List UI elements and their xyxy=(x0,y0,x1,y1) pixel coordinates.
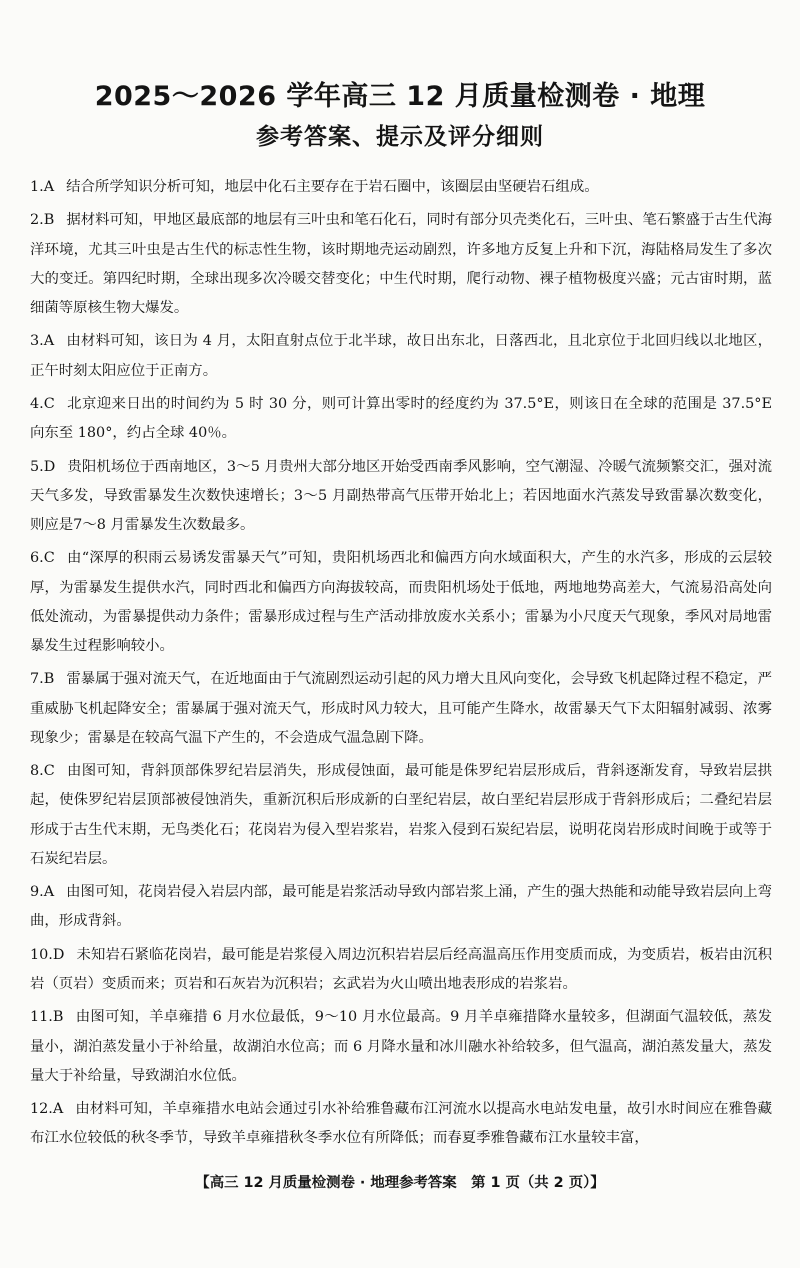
question-number: 12. xyxy=(30,1101,53,1118)
explanation-text: 未知岩石紧临花岗岩，最可能是岩浆侵入周边沉积岩岩层后经高温高压作用变质而成，为变质岩，板岩由沉积岩（页岩）变质而来；页岩和石灰岩为沉积岩；玄武岩为火山喷出地表形成的岩浆岩。 xyxy=(30,946,772,992)
question-number: 6. xyxy=(30,550,44,567)
question-number: 9. xyxy=(30,884,44,901)
question-number: 7. xyxy=(30,671,44,688)
question-number: 10. xyxy=(30,946,53,963)
answer-letter: A xyxy=(52,1101,64,1118)
question-number: 1. xyxy=(30,179,44,195)
question-number: 2. xyxy=(30,212,44,229)
answer-letter: A xyxy=(43,333,55,350)
question-number: 8. xyxy=(30,763,44,780)
answer-letter: C xyxy=(43,763,55,780)
answer-letter: C xyxy=(43,550,55,567)
answer-item-12 xyxy=(30,1095,772,1153)
explanation-text: 贵阳机场位于西南地区，3～5 月贵州大部分地区开始受西南季风影响，空气潮湿、冷暖气流频繁交汇，强对流天气多发，导致雷暴发生次数快速增长；3～5 月副热带高气压带开始北上；若因地面水汽蒸发导致雷暴次数变化，则应是7～8 月雷暴发生次数最多。 xyxy=(30,458,772,533)
explanation-text: 结合所学知识分析可知，地层中化石主要存在于岩石圈中，该圈层由坚硬岩石组成。 xyxy=(66,179,599,195)
question-number: 4. xyxy=(30,395,44,412)
explanation-text: 由图可知，羊卓雍措 6 月水位最低，9～10 月水位最高。9 月羊卓雍措降水量较多，但湖面气温较低，蒸发量小，湖泊蒸发量小于补给量，故湖泊水位高；而 6 月降水量和冰川融水补给较多，但气温高，湖泊蒸发量大，蒸发量大于补给量，导致湖泊水位低。 xyxy=(30,1009,772,1084)
explanation-text: 由图可知，花岗岩侵入岩层内部，最可能是岩浆活动导致内部岩浆上涌，产生的强大热能和动能导致岩层向上弯曲，形成背斜。 xyxy=(30,884,772,930)
document-title: 2025～2026 学年高三 12 月质量检测卷 · 地理 xyxy=(94,81,706,112)
answer-item-3 xyxy=(30,327,772,385)
explanation-text: 据材料可知，甲地区最底部的地层有三叶虫和笔石化石，同时有部分贝壳类化石，三叶虫、笔石繁盛于古生代海洋环境，尤其三叶虫是古生代的标志性生物，该时期地壳运动剧烈，许多地方反复上升和下沉，海陆格局发生了多次大的变迁。第四纪时期，全球出现多次冷暖交替变化；中生代时期，爬行动物、裸子植物极度兴盛；元古宙时期，蓝细菌等原核生物大爆发。 xyxy=(30,212,772,316)
answer-item-8 xyxy=(30,757,772,874)
question-number: 11. xyxy=(30,1009,53,1026)
explanation-text: 由图可知，背斜顶部侏罗纪岩层消失，形成侵蚀面，最可能是侏罗纪岩层形成后，背斜逐渐发育，导致岩层拱起，使侏罗纪岩层顶部被侵蚀消失，重新沉积后形成新的白垩纪岩层，故白垩纪岩层形成于背斜形成后；二叠纪岩层形成于古生代末期，无鸟类化石；花岗岩为侵入型岩浆岩，岩浆入侵到石炭纪岩层，说明花岗岩形成时间晚于或等于石炭纪岩层。 xyxy=(30,763,772,867)
explanation-text: 由材料可知，羊卓雍措水电站会通过引水补给雅鲁藏布江河流水以提高水电站发电量，故引水时间应在雅鲁藏布江水位较低的秋冬季节，导致羊卓雍措秋冬季水位有所降低；而春夏季雅鲁藏布江水量较丰富， xyxy=(30,1101,772,1147)
question-number: 5. xyxy=(30,458,44,475)
answer-item-7 xyxy=(30,665,772,753)
explanation-text: 由材料可知，该日为 4 月，太阳直射点位于北半球，故日出东北，日落西北，且北京位于北回归线以北地区，正午时刻太阳应位于正南方。 xyxy=(30,333,772,379)
answer-letter: B xyxy=(43,671,55,688)
answer-item-10 xyxy=(30,941,772,999)
answer-item-2 xyxy=(30,206,772,323)
document-subtitle: 参考答案、提示及评分细则 xyxy=(256,124,544,150)
answer-item-9 xyxy=(30,878,772,936)
question-number: 3. xyxy=(30,333,44,350)
answer-letter: B xyxy=(43,212,55,229)
answer-letter: A xyxy=(43,884,55,901)
answer-item-1 xyxy=(30,173,772,202)
explanation-text: 雷暴属于强对流天气，在近地面由于气流剧烈运动引起的风力增大且风向变化，会导致飞机起降过程不稳定，严重威胁飞机起降安全；雷暴属于强对流天气，形成时风力较大，且可能产生降水，故雷暴天气下太阳辐射减弱、浓雾现象少；雷暴是在较高气温下产生的，不会造成气温急剧下降。 xyxy=(30,671,772,746)
answer-letter: D xyxy=(52,946,65,963)
answer-item-6 xyxy=(30,544,772,661)
explanation-text: 北京迎来日出的时间约为 5 时 30 分，则可计算出零时的经度约为 37.5°E，则该日在全球的范围是 37.5°E 向东至 180°，约占全球 40％。 xyxy=(30,395,772,442)
answer-letter: A xyxy=(43,179,55,195)
answer-list xyxy=(30,173,772,1158)
page-footer: 【高三 12 月质量检测卷 · 地理参考答案 第 1 页（共 2 页）】 xyxy=(195,1175,605,1191)
answer-item-11 xyxy=(30,1003,772,1091)
answer-letter: C xyxy=(43,395,55,412)
answer-letter: D xyxy=(43,458,56,475)
explanation-text: 由“深厚的积雨云易诱发雷暴天气”可知，贵阳机场西北和偏西方向水域面积大，产生的水汽多，形成的云层较厚，为雷暴发生提供水汽，同时西北和偏西方向海拔较高，而贵阳机场处于低地，两地地势高差大，气流易沿高处向低处流动，为雷暴提供动力条件；雷暴形成过程与生产活动排放废水关系小；雷暴为小尺度天气现象，季风对局地雷暴发生过程影响较小。 xyxy=(30,550,772,654)
answer-letter: B xyxy=(52,1009,64,1026)
answer-item-4 xyxy=(30,390,772,448)
answer-item-5 xyxy=(30,453,772,541)
